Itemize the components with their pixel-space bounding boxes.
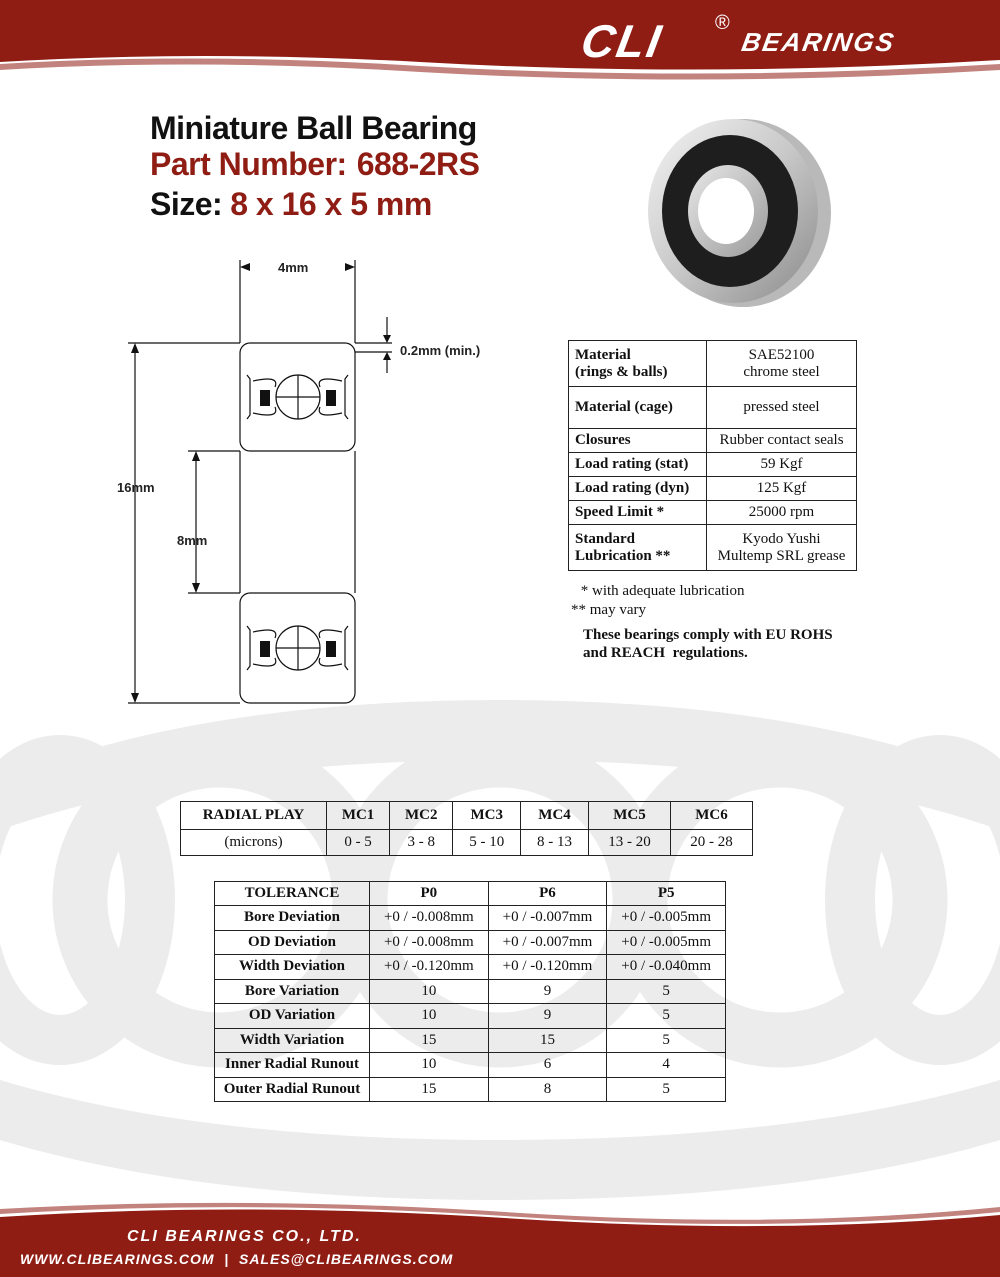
- tolerance-row-label: Width Deviation: [215, 955, 370, 980]
- tolerance-row: [215, 906, 726, 931]
- footer-email-link[interactable]: SALES@CLIBEARINGS.COM: [238, 1251, 454, 1267]
- tolerance-value: +0 / -0.008mm: [370, 930, 489, 955]
- radial-class: MC6: [670, 802, 752, 830]
- tolerance-value: 5: [607, 1028, 726, 1053]
- tolerance-row: [215, 955, 726, 980]
- registered-mark: ®: [715, 12, 730, 34]
- tolerance-value: +0 / -0.120mm: [370, 955, 489, 980]
- tolerance-header-row: [215, 882, 726, 906]
- note-may-vary: ** may vary: [571, 602, 646, 618]
- spec-key: Material (cage): [569, 387, 707, 429]
- spec-row: [569, 525, 857, 571]
- part-number: [150, 146, 480, 183]
- spec-row: [569, 387, 857, 429]
- footer-separator: |: [224, 1251, 230, 1267]
- tolerance-header: TOLERANCE: [215, 882, 370, 906]
- tolerance-row-label: Bore Variation: [215, 979, 370, 1004]
- tolerance-value: +0 / -0.008mm: [370, 906, 489, 931]
- radial-play-unit: (microns): [181, 830, 327, 856]
- tolerance-value: +0 / -0.005mm: [607, 930, 726, 955]
- compliance-line-1: These bearings comply with EU ROHS: [583, 627, 833, 643]
- spec-key: Load rating (stat): [569, 453, 707, 477]
- tolerance-value: +0 / -0.007mm: [488, 930, 607, 955]
- tolerance-value: +0 / -0.040mm: [607, 955, 726, 980]
- tolerance-value: 9: [488, 1004, 607, 1029]
- radial-class: MC2: [390, 802, 453, 830]
- tolerance-row: [215, 979, 726, 1004]
- tolerance-class: P6: [488, 882, 607, 906]
- radial-value: 20 - 28: [670, 830, 752, 856]
- spec-row: [569, 341, 857, 387]
- radial-class: MC4: [521, 802, 589, 830]
- tolerance-row-label: Bore Deviation: [215, 906, 370, 931]
- size-value: 8 x 16 x 5 mm: [230, 186, 432, 222]
- spec-key: Closures: [569, 429, 707, 453]
- tolerance-row-label: OD Deviation: [215, 930, 370, 955]
- bearing-photo: [633, 113, 833, 313]
- brand-logo-subtitle: BEARINGS: [739, 27, 898, 57]
- bore-diameter-label: 8mm: [177, 533, 208, 548]
- radial-play-header-row: [181, 802, 753, 830]
- technical-drawing: [110, 255, 410, 725]
- spec-value: SAE52100 chrome steel: [707, 341, 857, 387]
- tolerance-value: 4: [607, 1053, 726, 1078]
- part-number-value: 688-2RS: [356, 146, 480, 182]
- tolerance-value: 15: [488, 1028, 607, 1053]
- spec-row: [569, 501, 857, 525]
- tolerance-value: 5: [607, 1077, 726, 1102]
- spec-row: [569, 429, 857, 453]
- tolerance-class: P0: [370, 882, 489, 906]
- tolerance-value: 5: [607, 1004, 726, 1029]
- tolerance-value: 8: [488, 1077, 607, 1102]
- chamfer-dimension-label: 0.2mm (min.): [400, 343, 481, 358]
- footer-website-link[interactable]: WWW.CLIBEARINGS.COM: [20, 1251, 215, 1267]
- radial-class: MC1: [327, 802, 390, 830]
- spec-value: pressed steel: [707, 387, 857, 429]
- part-number-label: Part Number:: [150, 146, 347, 182]
- spec-value: 25000 rpm: [707, 501, 857, 525]
- footer-company-name: CLI BEARINGS CO., LTD.: [127, 1228, 362, 1245]
- radial-play-value-row: [181, 830, 753, 856]
- outer-diameter-label: 16mm: [117, 480, 155, 495]
- spec-key: Load rating (dyn): [569, 477, 707, 501]
- tolerance-value: 9: [488, 979, 607, 1004]
- brand-logo[interactable]: CLI: [577, 15, 667, 67]
- tolerance-row: [215, 1028, 726, 1053]
- radial-value: 5 - 10: [453, 830, 521, 856]
- radial-value: 0 - 5: [327, 830, 390, 856]
- tolerance-row-label: Width Variation: [215, 1028, 370, 1053]
- tolerance-value: 15: [370, 1077, 489, 1102]
- tolerance-value: 10: [370, 1004, 489, 1029]
- tolerance-row: [215, 1053, 726, 1078]
- tolerance-value: 5: [607, 979, 726, 1004]
- tolerance-value: +0 / -0.005mm: [607, 906, 726, 931]
- product-title: Miniature Ball Bearing: [150, 110, 477, 146]
- specifications-table: [568, 340, 857, 571]
- radial-play-header: RADIAL PLAY: [181, 802, 327, 830]
- spec-row: [569, 453, 857, 477]
- tolerance-row-label: Outer Radial Runout: [215, 1077, 370, 1102]
- tolerance-value: +0 / -0.120mm: [488, 955, 607, 980]
- tolerance-value: 15: [370, 1028, 489, 1053]
- spec-key: Standard Lubrication **: [569, 525, 707, 571]
- tolerance-row: [215, 930, 726, 955]
- tolerance-row: [215, 1077, 726, 1102]
- radial-class: MC3: [453, 802, 521, 830]
- width-dimension-label: 4mm: [278, 260, 309, 275]
- tolerance-row-label: OD Variation: [215, 1004, 370, 1029]
- tolerance-class: P5: [607, 882, 726, 906]
- spec-value: Kyodo Yushi Multemp SRL grease: [707, 525, 857, 571]
- radial-value: 8 - 13: [521, 830, 589, 856]
- radial-value: 3 - 8: [390, 830, 453, 856]
- tolerance-table: [214, 881, 726, 1102]
- tolerance-value: 6: [488, 1053, 607, 1078]
- spec-value: 59 Kgf: [707, 453, 857, 477]
- spec-row: [569, 477, 857, 501]
- radial-play-table: [180, 801, 753, 856]
- tolerance-value: +0 / -0.007mm: [488, 906, 607, 931]
- bearing-size: [150, 186, 432, 223]
- radial-class: MC5: [588, 802, 670, 830]
- compliance-line-2: and REACH regulations.: [583, 645, 748, 661]
- spec-key: Material (rings & balls): [569, 341, 707, 387]
- spec-value: Rubber contact seals: [707, 429, 857, 453]
- tolerance-value: 10: [370, 1053, 489, 1078]
- size-label: Size:: [150, 186, 223, 222]
- tolerance-row-label: Inner Radial Runout: [215, 1053, 370, 1078]
- tolerance-value: 10: [370, 979, 489, 1004]
- radial-value: 13 - 20: [588, 830, 670, 856]
- spec-key: Speed Limit *: [569, 501, 707, 525]
- tolerance-row: [215, 1004, 726, 1029]
- spec-value: 125 Kgf: [707, 477, 857, 501]
- note-lubrication: * with adequate lubrication: [577, 583, 745, 599]
- footer-contact: [20, 1251, 453, 1267]
